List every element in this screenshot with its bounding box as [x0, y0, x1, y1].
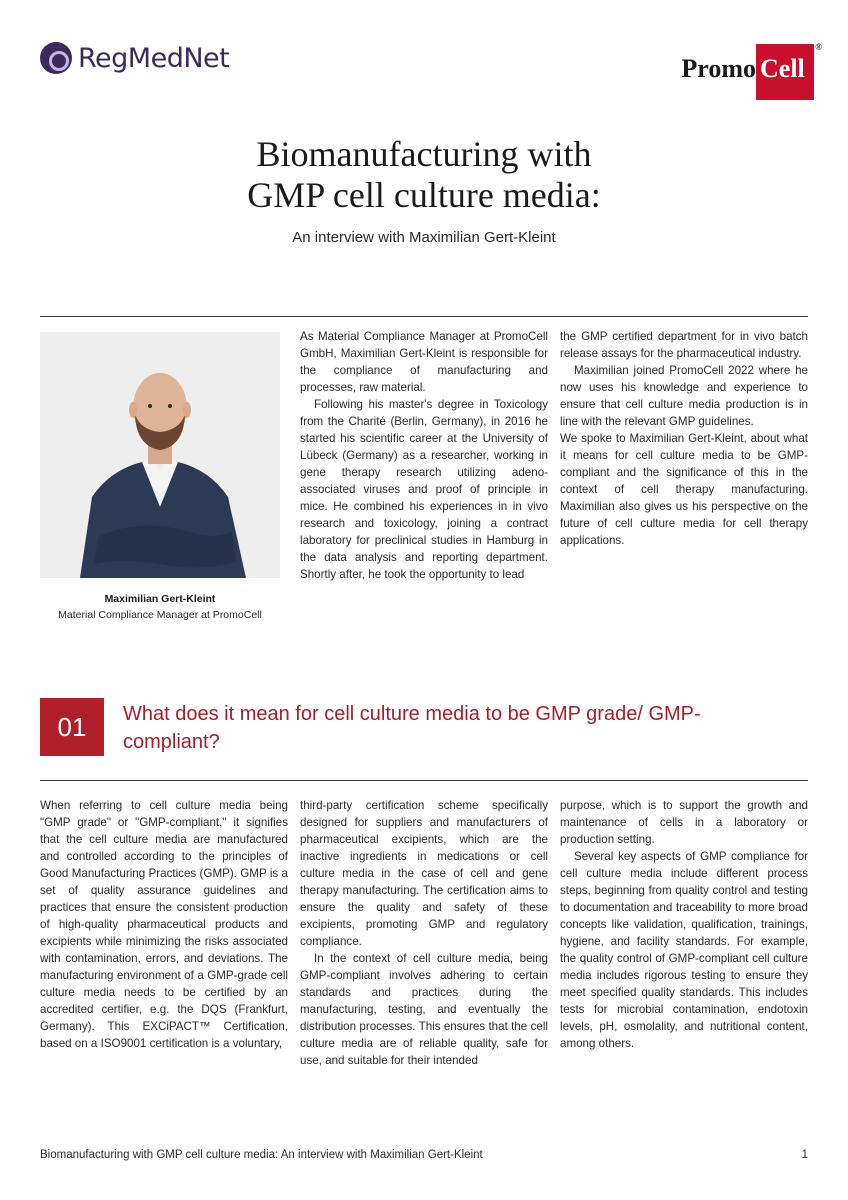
- regmednet-logo: [40, 42, 229, 74]
- promocell-logo-cell: [756, 42, 822, 100]
- title-line-2: GMP cell culture media:: [247, 175, 601, 215]
- intro-col1-paragraph-1: As Material Compliance Manager at PromoCell GmbH, Maximilian Gert-Kleint is responsible for the compliance of manufacturing and processes, raw material.: [300, 330, 548, 394]
- body-column-1: [40, 797, 288, 1052]
- photo-caption-name: Maximilian Gert-Kleint: [104, 593, 216, 605]
- regmednet-logo-text: RegMedNet: [78, 42, 230, 74]
- intro-col2-paragraph-3: We spoke to Maximilian Gert-Kleint, about what it means for cell culture media to be GMP-compliant and the significance of this in the context of cell therapy manufacturing. Maximilian also gives us his perspective on the future of cell culture media for cell therapy applications.: [560, 432, 808, 547]
- intro-column-2: [560, 328, 808, 549]
- intro-col2-paragraph-2: Maximilian joined PromoCell 2022 where he now uses his knowledge and experience to ensure that cell culture media production is in line with the relevant GMP guidelines.: [560, 364, 808, 428]
- body-col1-paragraph-1: When referring to cell culture media being "GMP grade" or "GMP-compliant," it signifies that the cell culture media are manufactured and controlled according to the principles of Good Manufacturing Practices (GMP). GMP is a set of quality assurance guidelines and practices that ensure the consistent production of high-quality pharmaceutical products and excipients while minimizing the risks associated with contamination, errors, and deviations. The manufacturing environment of a GMP-grade cell culture media needs to be certified by an accredited certifier, e.g. the DQS (Frankfurt, Germany). This EXCiPACT™ Certification, based on a ISO9001 certification is a voluntary,: [40, 799, 288, 1050]
- promocell-registered-mark: ®: [815, 42, 822, 52]
- body-col2-paragraph-1: third-party certification scheme specifically designed for suppliers and manufacturers of pharmaceutical excipients, which are the inactive ingredients in medications or cell culture media in the case of cell and gene therapy manufacturing. The certification aims to ensure the quality and safety of these excipients, promoting GMP and regulatory compliance.: [300, 799, 548, 948]
- intro-col2-paragraph-1: the GMP certified department for in vivo batch release assays for the pharmaceutical industry.: [560, 330, 808, 360]
- body-col3-paragraph-1: purpose, which is to support the growth and maintenance of cells in a laboratory or production setting.: [560, 799, 808, 846]
- photo-caption-role: Material Compliance Manager at PromoCell: [58, 609, 262, 621]
- page-number: 1: [801, 1149, 808, 1161]
- document-subtitle: An interview with Maximilian Gert-Kleint: [292, 229, 556, 246]
- section-number-badge: 01: [40, 698, 104, 756]
- portrait-photo: [40, 332, 280, 578]
- footer-running-title: Biomanufacturing with GMP cell culture media: An interview with Maximilian Gert-Kleint: [40, 1149, 483, 1161]
- section-question-heading: What does it mean for cell culture media to be GMP grade/ GMP-compliant?: [123, 703, 701, 753]
- portrait-illustration: [40, 332, 280, 578]
- promocell-logo: [681, 42, 822, 100]
- promocell-logo-cell-text: Cell: [760, 54, 805, 83]
- top-divider: [40, 316, 808, 317]
- intro-column-1: [300, 328, 548, 583]
- section-divider: [40, 780, 808, 781]
- document-title: [0, 134, 848, 216]
- intro-col1-paragraph-2: Following his master's degree in Toxicology from the Charité (Berlin, Germany), in 2016 he started his scientific career at the University of Lübeck (Germany) as a researcher, working in gene therapy research utilizing adeno-associated viruses and proof of principle in mice. He combined his experiences in in vivo research and toxicology, joining a contract laboratory for preclinical studies in Hamburg in the data analysis and reporting department. Shortly after, he took the opportunity to lead: [300, 398, 548, 581]
- body-col3-paragraph-2: Several key aspects of GMP compliance for cell culture media include different process steps, beginning from quality control and testing to documentation and traceability to more broad concepts like validation, qualification, trainings, hygiene, and facility standards. For example, the quality control of GMP-compliant cell culture media includes rigorous testing to ensure they meet specified quality standards. This includes tests for microbial contamination, endotoxin levels, pH, osmolality, and nutritional content, among others.: [560, 850, 808, 1050]
- body-column-3: [560, 797, 808, 1052]
- body-column-2: [300, 797, 548, 1069]
- title-line-1: Biomanufacturing with: [256, 134, 592, 174]
- regmednet-logo-icon: [40, 42, 72, 74]
- promocell-logo-promo: Promo: [681, 54, 756, 83]
- body-col2-paragraph-2: In the context of cell culture media, being GMP-compliant involves adhering to certain standards and practices during the manufacturing, testing, and eventually the distribution processes. This ensures that the cell culture media are of reliable quality, safe for use, and suitable for their intended: [300, 952, 548, 1067]
